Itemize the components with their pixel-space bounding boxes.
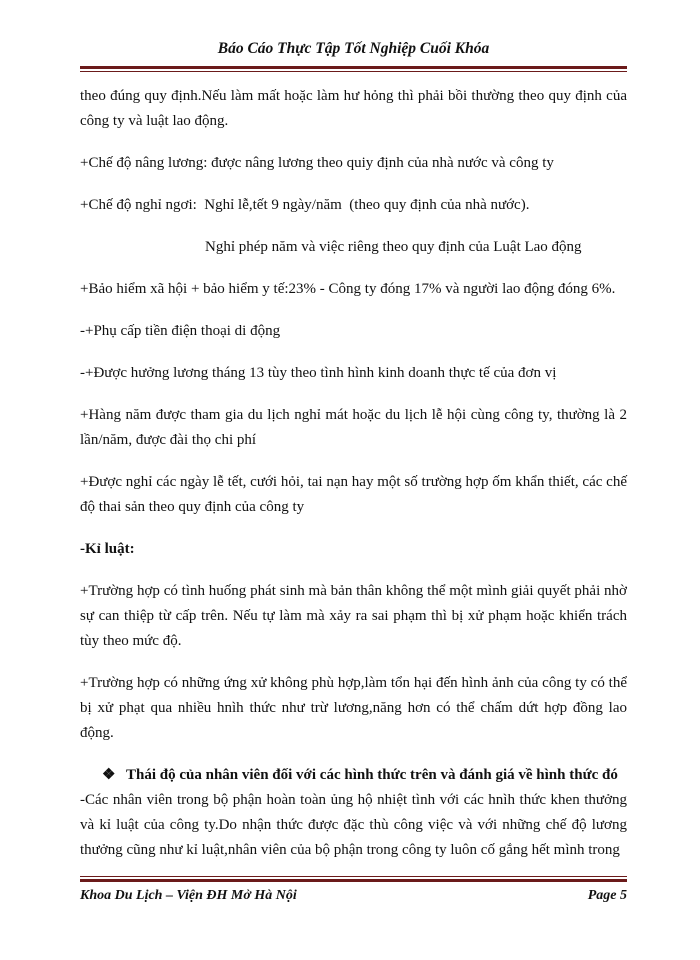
bullet-heading-text: Thái độ của nhân viên đối với các hình thức trên và đánh giá về hình thức đó bbox=[126, 767, 618, 783]
paragraph: +Trường hợp có tình huống phát sinh mà bản thân không thể một mình giải quyết phải nhờ sự can thiệp từ cấp trên. Nếu tự làm mà xảy ra sai phạm thì bị xử phạm hoặc khiển trách tùy theo mức độ. bbox=[80, 583, 627, 649]
bullet-heading bbox=[80, 763, 627, 788]
section-heading-ki-luat: -Kỉ luật: bbox=[80, 541, 135, 557]
paragraph: -+Phụ cấp tiền điện thoại di động bbox=[80, 323, 281, 339]
paragraph: theo đúng quy định.Nếu làm mất hoặc làm hư hỏng thì phải bồi thường theo quy định của công ty và luật lao động. bbox=[80, 88, 627, 129]
paragraph: +Được nghỉ các ngày lễ tết, cưới hỏi, tai nạn hay một số trường hợp ốm khẩn thiết, các chế độ thai sản theo quy định của công ty bbox=[80, 474, 627, 515]
paragraph: +Chế độ nghỉ ngơi: Nghỉ lễ,tết 9 ngày/năm (theo quy định của nhà nước). bbox=[80, 197, 530, 213]
footer-rule bbox=[80, 876, 627, 882]
paragraph: +Chế độ nâng lương: được nâng lương theo quiy định của nhà nước và công ty bbox=[80, 155, 554, 171]
paragraph: +Bảo hiểm xã hội + bảo hiểm y tế:23% - Công ty đóng 17% và người lao động đóng 6%. bbox=[80, 281, 616, 297]
page-header-title: Báo Cáo Thực Tập Tốt Nghiệp Cuối Khóa bbox=[217, 40, 490, 57]
paragraph: +Trường hợp có những ứng xử không phù hợp,làm tổn hại đến hình ảnh của công ty có thể bị xử phạt qua nhiều hnìh thức như trừ lương,năng hơn có thể chấm dứt hợp đồng lao động. bbox=[80, 675, 627, 741]
page-number: Page 5 bbox=[587, 888, 627, 903]
document-body bbox=[80, 84, 627, 863]
paragraph: -+Được hưởng lương tháng 13 tùy theo tình hình kinh doanh thực tế của đơn vị bbox=[80, 365, 557, 381]
header-rule bbox=[80, 66, 627, 72]
footer-institution: Khoa Du Lịch – Viện ĐH Mở Hà Nội bbox=[80, 888, 297, 903]
paragraph: -Các nhân viên trong bộ phận hoàn toàn ủng hộ nhiệt tình với các hnìh thức khen thưởng và kỉ luật của công ty.Do nhận thức được đặc thù công việc và với những chế độ lương thưởng cũng như kỉ luật,nhân viên của bộ phận trong công ty luôn cố gắng hết mình trong bbox=[80, 792, 627, 858]
paragraph: +Hàng năm được tham gia du lịch nghỉ mát hoặc du lịch lễ hội cùng công ty, thường là 2 lần/năm, được đài thọ chi phí bbox=[80, 407, 627, 448]
paragraph: Nghỉ phép năm và việc riêng theo quy định của Luật Lao động bbox=[205, 239, 582, 255]
diamond-bullet-icon: ❖ bbox=[102, 767, 116, 783]
